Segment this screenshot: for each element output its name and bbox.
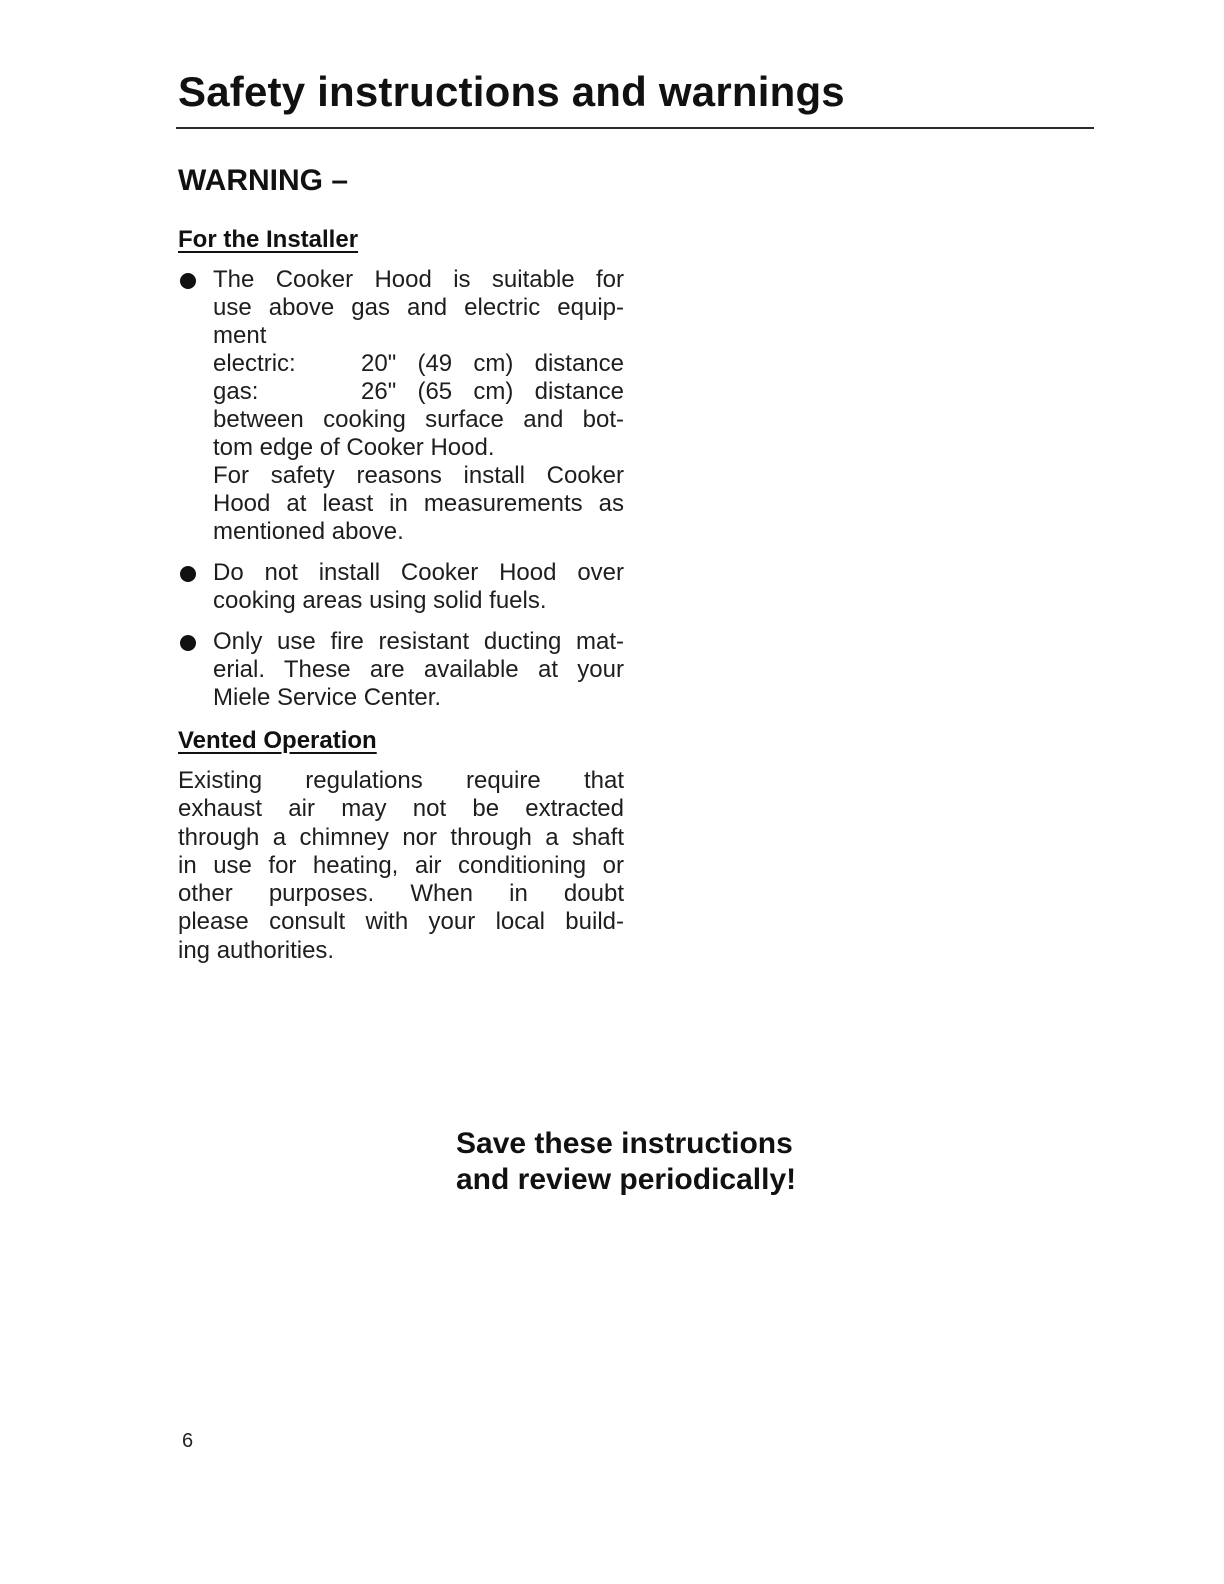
text-line: Existing regulations require that: [178, 767, 624, 794]
text-line: For safety reasons install Cooker: [213, 462, 624, 489]
save-instructions-note: [456, 1126, 796, 1198]
text-line: mentioned above.: [213, 518, 404, 545]
text-line: cooking areas using solid fuels.: [213, 587, 547, 614]
list-item: [178, 628, 624, 712]
text-line: other purposes. When in doubt: [178, 880, 624, 908]
text-line: ing authorities.: [178, 936, 335, 964]
text-line: in use for heating, air conditioning or: [178, 851, 624, 879]
save-note-line: Save these instructions: [456, 1127, 793, 1160]
title-divider: [176, 127, 1094, 129]
spec-label: gas:: [213, 378, 259, 405]
text-line: ment: [213, 322, 267, 349]
bullet-icon: [180, 273, 196, 289]
bullet-icon: [180, 566, 196, 582]
page-number: 6: [182, 1430, 194, 1452]
vented-heading: Vented Operation: [178, 727, 377, 754]
text-line: please consult with your local build-: [178, 908, 624, 936]
text-line: Only use fire resistant ducting mat-: [213, 628, 624, 655]
bullet-icon: [180, 635, 196, 651]
spec-value: 20" (49 cm) distance: [361, 350, 624, 377]
text-line: The Cooker Hood is suitable for: [213, 266, 624, 293]
text-line: through a chimney nor through a shaft: [178, 823, 624, 851]
spec-label: electric:: [213, 350, 296, 377]
text-line: Do not install Cooker Hood over: [213, 559, 624, 586]
text-line: tom edge of Cooker Hood.: [213, 434, 495, 461]
text-line: exhaust air may not be extracted: [178, 795, 624, 823]
list-item: [178, 266, 624, 546]
text-line: use above gas and electric equip-: [213, 294, 624, 321]
main-column: [178, 224, 624, 965]
save-note-line: and review periodically!: [456, 1163, 797, 1196]
page-title: Safety instructions and warnings: [178, 68, 845, 115]
spec-row-gas: [213, 378, 624, 406]
installer-heading: For the Installer: [178, 226, 359, 253]
text-line: Miele Service Center.: [213, 684, 442, 711]
installer-bullet-list: [178, 266, 624, 712]
warning-heading: WARNING –: [178, 164, 349, 197]
list-item: [178, 559, 624, 615]
spec-row-electric: [213, 350, 624, 378]
spec-value: 26" (65 cm) distance: [361, 378, 624, 405]
text-line: between cooking surface and bot-: [213, 406, 624, 433]
text-line: erial. These are available at your: [213, 656, 624, 683]
text-line: Hood at least in measurements as: [213, 490, 624, 517]
vented-paragraph: [178, 767, 624, 965]
